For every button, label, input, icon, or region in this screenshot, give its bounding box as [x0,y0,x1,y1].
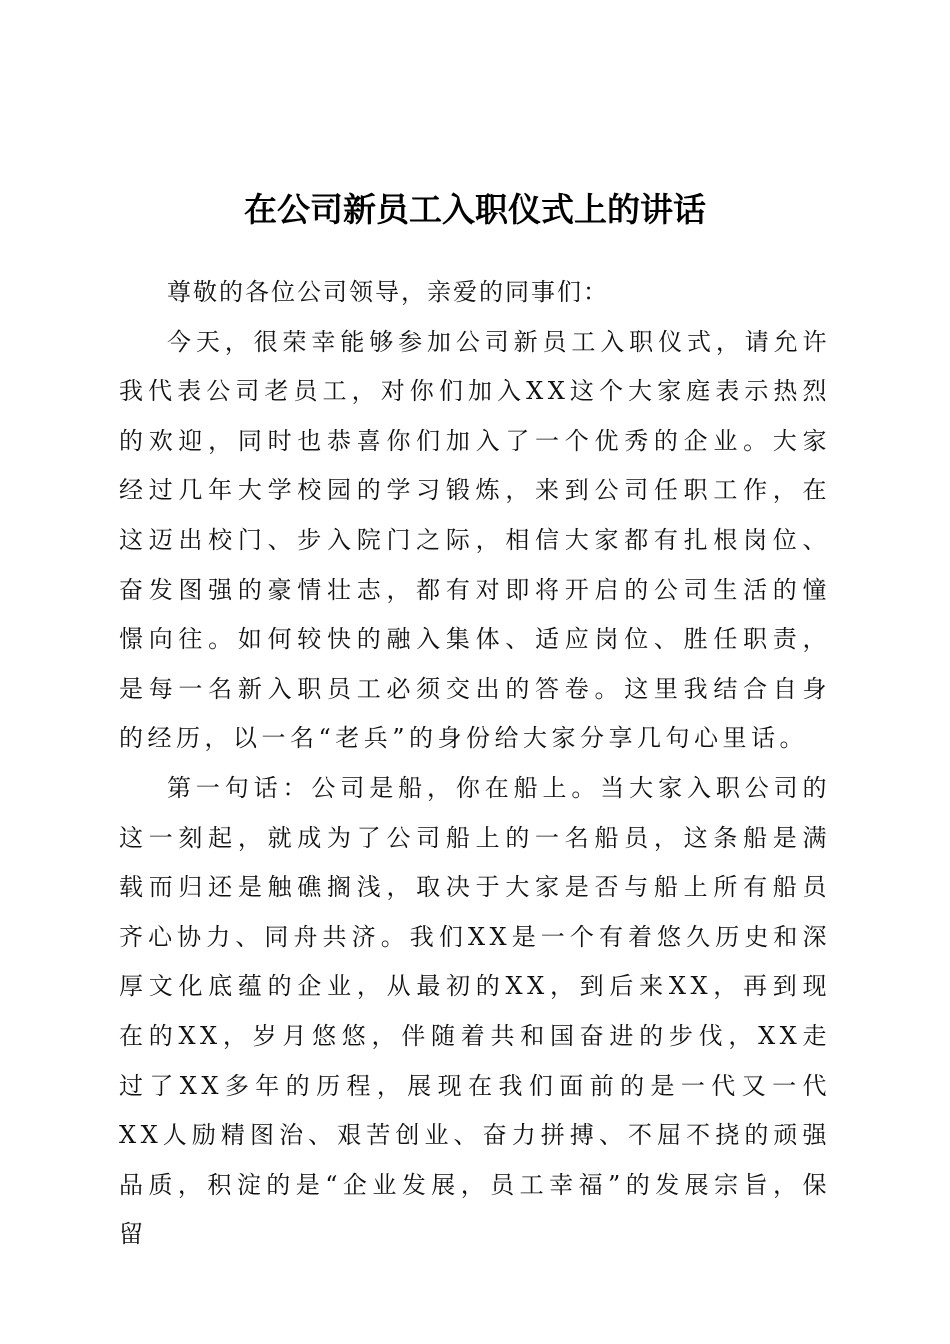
document-body [119,268,831,1260]
document-title: 在公司新员工入职仪式上的讲话 [244,190,706,229]
intro-paragraph: 今天，很荣幸能够参加公司新员工入职仪式，请允许我代表公司老员工，对你们加入XX这个大家庭表示热烈的欢迎，同时也恭喜你们加入了一个优秀的企业。大家经过几年大学校园的学习锻炼，来到公司任职工作，在这迈出校门、步入院门之际，相信大家都有扎根岗位、奋发图强的豪情壮志，都有对即将开启的公司生活的憧憬向往。如何较快的融入集体、适应岗位、胜任职责，是每一名新入职员工必须交出的答卷。这里我结合自身的经历，以一名“老兵”的身份给大家分享几句心里话。 [119,327,831,753]
first-point-paragraph: 第一句话：公司是船，你在船上。当大家入职公司的这一刻起，就成为了公司船上的一名船员，这条船是满载而归还是触礁搁浅，取决于大家是否与船上所有船员齐心协力、同舟共济。我们XX是一个有着悠久历史和深厚文化底蕴的企业，从最初的XX，到后来XX，再到现在的XX，岁月悠悠，伴随着共和国奋进的步伐，XX走过了XX多年的历程，展现在我们面前的是一代又一代XX人励精图治、艰苦创业、奋力拼搏、不屈不挠的顽强品质，积淀的是“企业发展，员工幸福”的发展宗旨，保留 [119,773,831,1249]
salutation-paragraph: 尊敬的各位公司领导，亲爱的同事们： [167,278,609,306]
